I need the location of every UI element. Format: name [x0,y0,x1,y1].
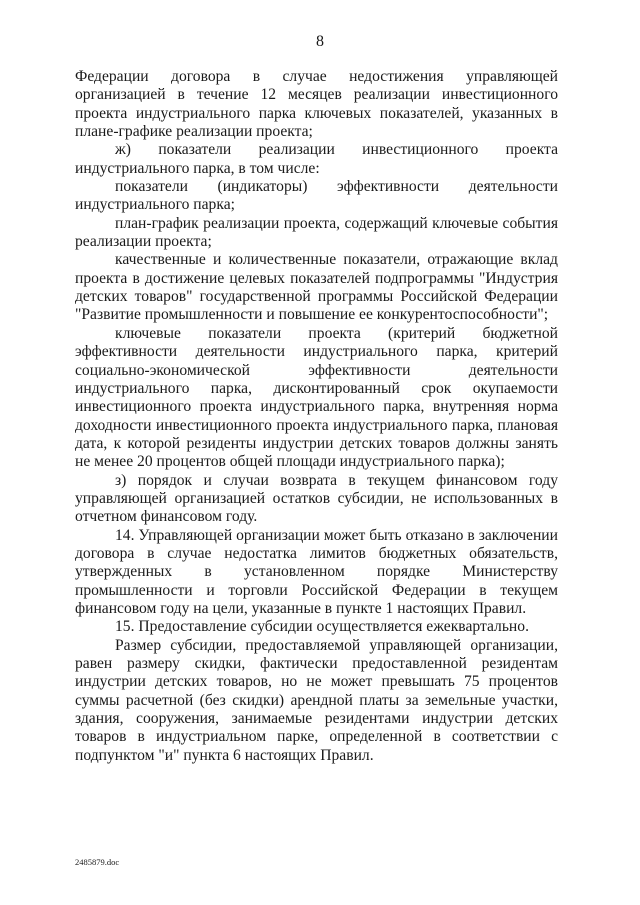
paragraph: 15. Предоставление субсидии осуществляется ежеквартально. [115,618,529,636]
paragraph: план-график реализации проекта, содержащий ключевые события реализации проекта; [75,214,558,251]
paragraph: 14. Управляющей организации может быть отказано в заключении договора в случае недостатка лимитов бюджетных обязательств, утвержденных в установленном порядке Министерству промышленности и торговли Российской Федерации в текущем финансовом году на цели, указанные в пункте 1 настоящих Правил. [75,526,558,617]
paragraph: Федерации договора в случае недостижения управляющей организацией в течение 12 месяцев реализации инвестиционного проекта индустриального парка ключевых показателей, указанных в плане-графике реализации проекта; [75,68,558,141]
paragraph: ключевые показатели проекта (критерий бюджетной эффективности деятельности индустриального парка, критерий социально-экономической эффективности деятельности индустриального парка, дисконтированный срок окупаемости инвестиционного проекта индустриального парка, внутренняя норма доходности инвестиционного проекта индустриального парка, плановая дата, к которой резиденты индустрии детских товаров должны занять не менее 20 процентов общей площади индустриального парка); [75,324,558,471]
document-body [75,68,558,765]
paragraph: качественные и количественные показатели, отражающие вклад проекта в достижение целевых показателей подпрограммы "Индустрия детских товаров" государственной программы Российской Федерации "Развитие промышленности и повышение ее конкурентоспособности"; [75,251,558,324]
paragraph: Размер субсидии, предоставляемой управляющей организации, равен размеру скидки, фактически предоставленной резидентам индустрии детских товаров, но не может превышать 75 процентов суммы расчетной (без скидки) арендной платы за земельные участки, здания, сооружения, занимаемые резидентами индустрии детских товаров в индустриальном парке, определенной в соответствии с подпунктом "и" пункта 6 настоящих Правил. [75,636,558,764]
paragraph: з) порядок и случаи возврата в текущем финансовом году управляющей организацией остатков субсидии, не использованных в отчетном финансовом году. [75,471,558,526]
page-number: 8 [316,33,324,50]
paragraph: показатели (индикаторы) эффективности деятельности индустриального парка; [75,178,558,214]
paragraph: ж) показатели реализации инвестиционного проекта индустриального парка, в том числе: [75,141,558,177]
document-file-code: 2485879.doc [75,857,120,867]
